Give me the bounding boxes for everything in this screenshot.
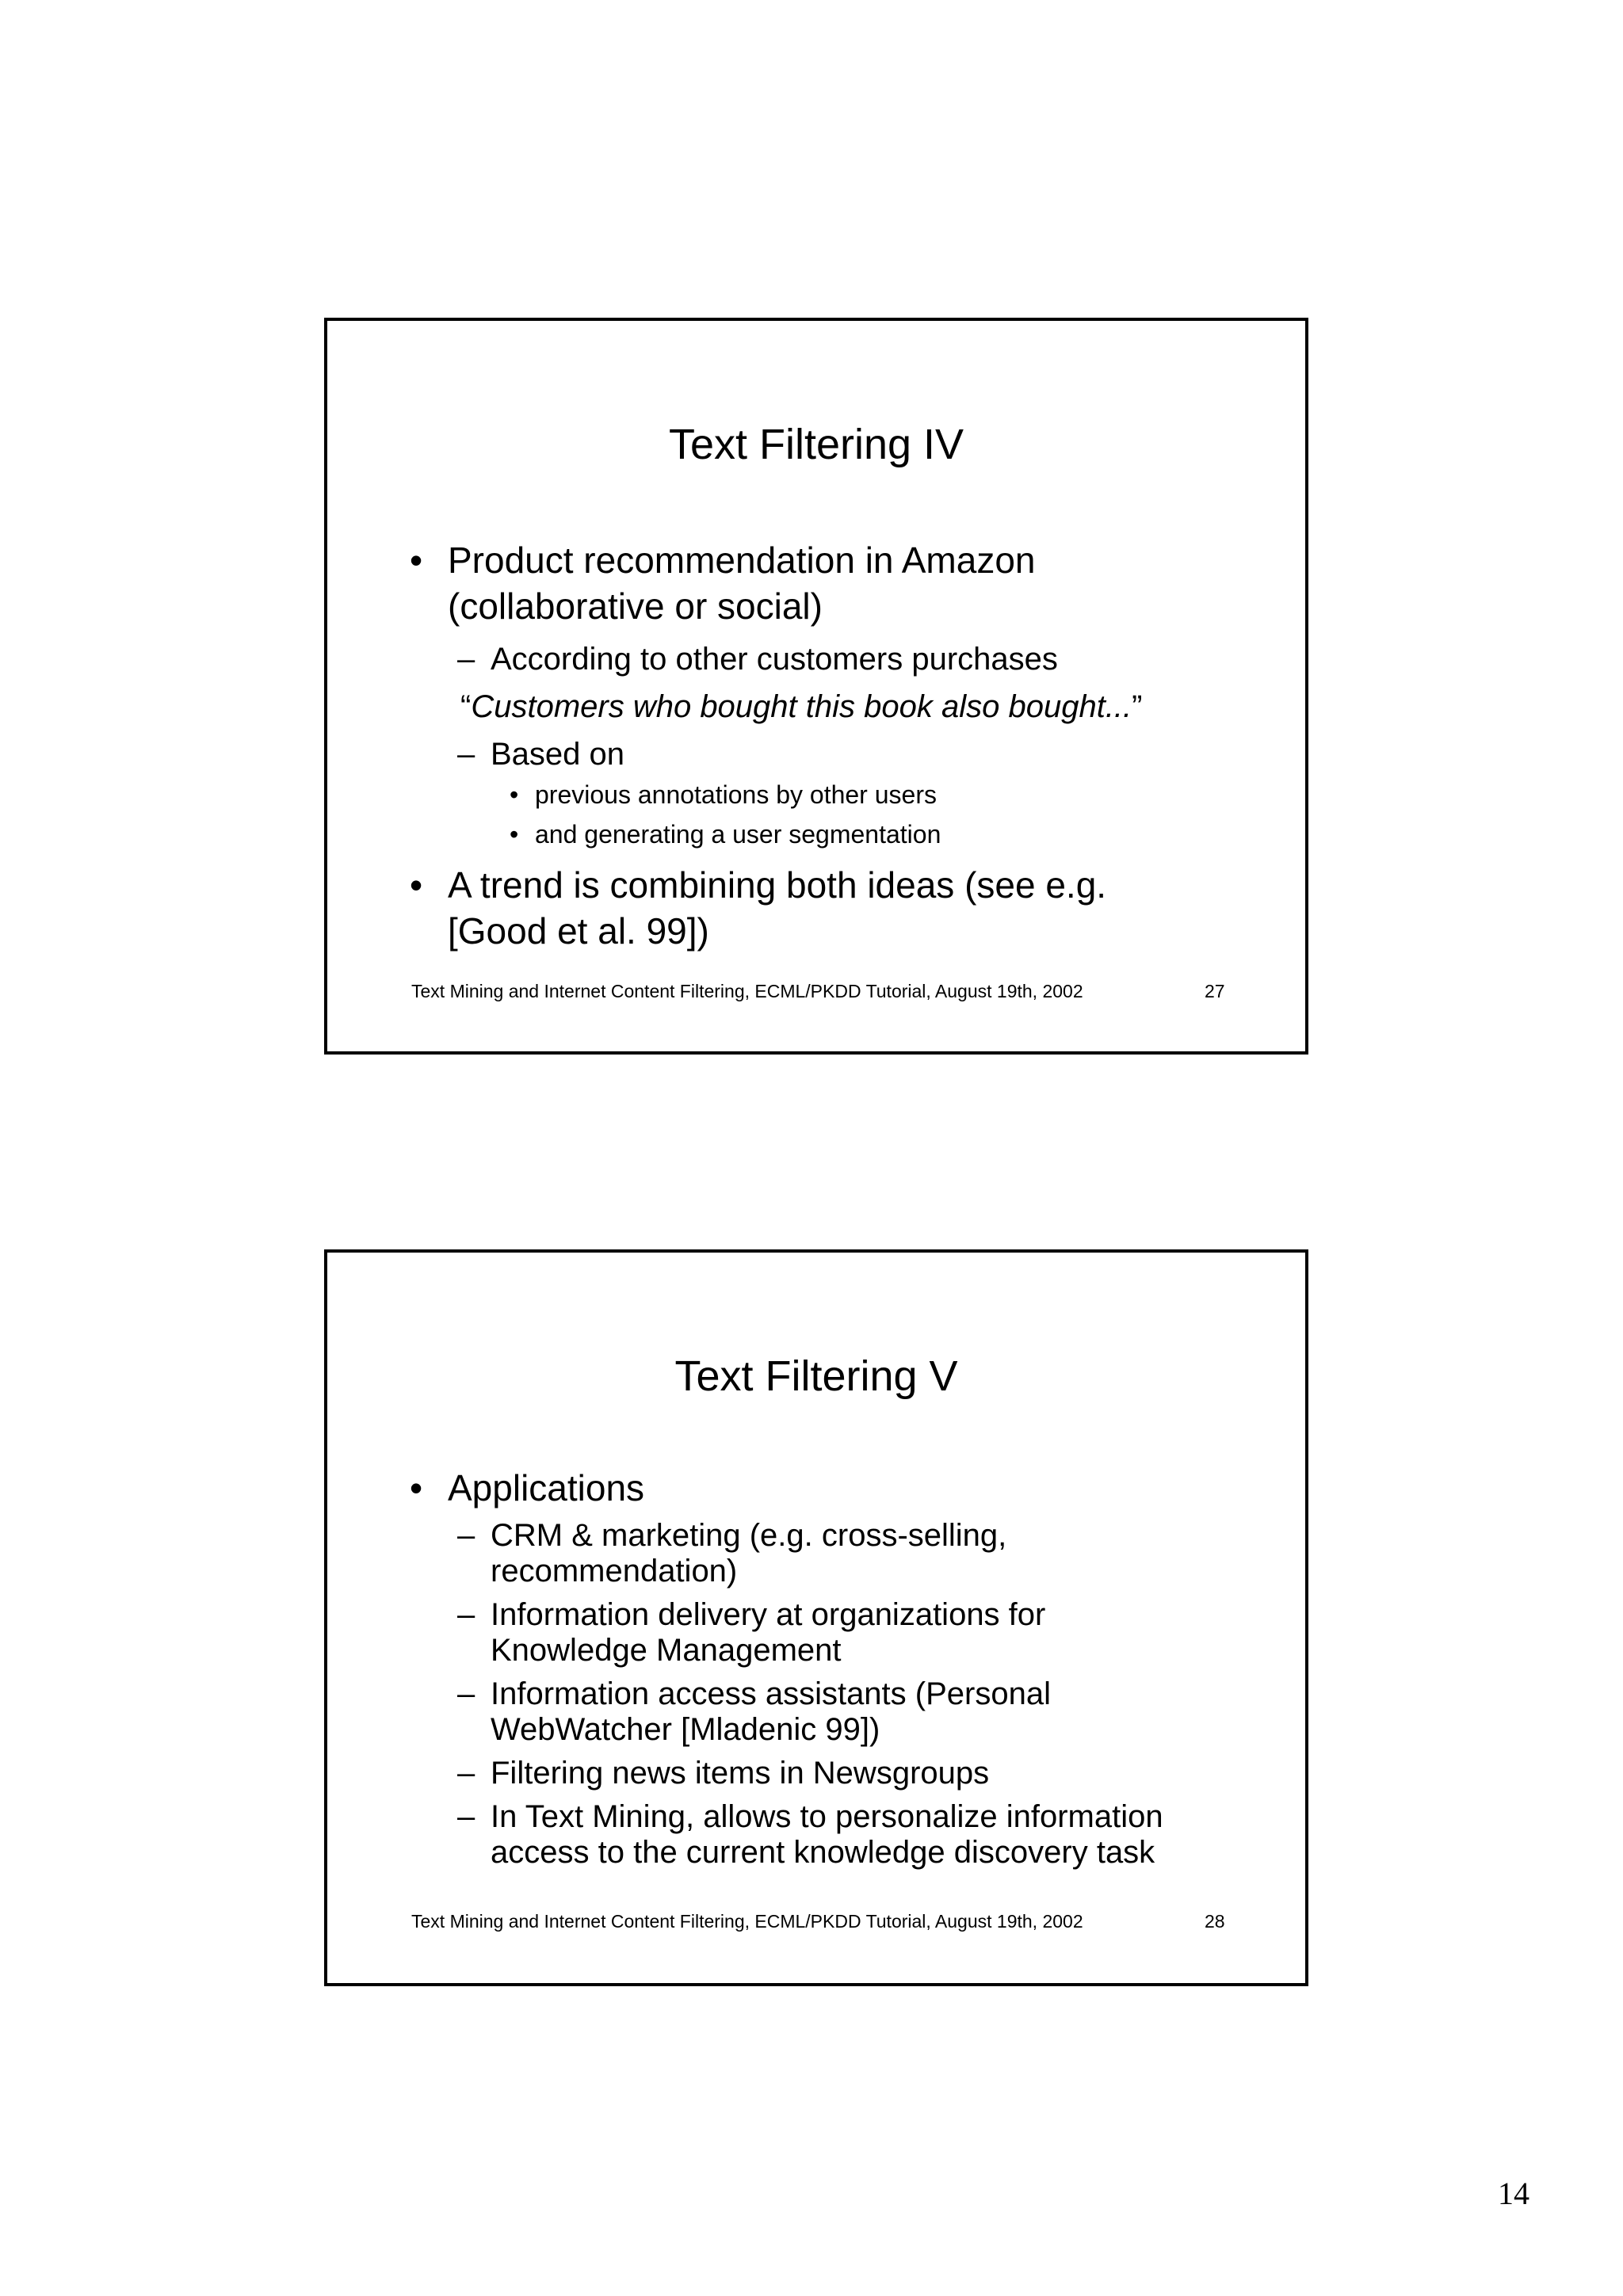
bullet-continuation — [448, 908, 709, 954]
bullet-text: Product recommendation in Amazon — [448, 540, 1036, 581]
bullet-marker: • — [410, 540, 423, 581]
sub-item-continuation — [491, 1554, 737, 1589]
slide-title: Text Filtering IV — [668, 421, 964, 468]
slide-title: Text Filtering V — [674, 1352, 958, 1400]
slide-number: 28 — [1205, 1911, 1225, 1932]
sub-item — [457, 1799, 1163, 1835]
bullet-marker: • — [510, 820, 519, 849]
sub-item-text: Knowledge Management — [491, 1633, 842, 1668]
dash-marker: – — [457, 1597, 475, 1632]
slide-footer: Text Mining and Internet Content Filtering, ECML/PKDD Tutorial, August 19th, 2002 — [411, 981, 1083, 1001]
sub-item-text: CRM & marketing (e.g. cross-selling, — [491, 1518, 1007, 1553]
dash-marker: – — [457, 1676, 475, 1711]
slide-27 — [324, 318, 1308, 1055]
sub-item — [457, 1518, 1007, 1554]
bullet-text: (collaborative or social) — [448, 585, 823, 627]
sub-item — [457, 737, 625, 772]
bullet-marker: • — [410, 1467, 423, 1508]
bullet-text: [Good et al. 99]) — [448, 910, 709, 952]
sub-item-text: Based on — [491, 737, 625, 772]
dash-marker: – — [457, 737, 475, 772]
slide-number: 27 — [1205, 981, 1225, 1001]
sub-item-text: Filtering news items in Newsgroups — [491, 1756, 990, 1791]
sub-sub-item-text: previous annotations by other users — [535, 780, 937, 809]
sub-item-text: Information access assistants (Personal — [491, 1676, 1051, 1711]
sub-item — [457, 642, 1058, 677]
sub-item-continuation — [491, 1633, 842, 1669]
sub-item-text: Information delivery at organizations for — [491, 1597, 1046, 1632]
sub-sub-item — [510, 818, 941, 850]
sub-item-continuation — [491, 1712, 880, 1748]
sub-sub-item — [510, 779, 937, 810]
dash-marker: – — [457, 1756, 475, 1791]
sub-item — [457, 1597, 1046, 1633]
page-number: 14 — [1498, 2176, 1529, 2211]
quote-text: Customers who bought this book also bought... — [471, 689, 1132, 724]
bullet-marker: • — [410, 864, 423, 906]
bullet-text: A trend is combining both ideas (see e.g. — [448, 864, 1107, 906]
slide-footer: Text Mining and Internet Content Filtering, ECML/PKDD Tutorial, August 19th, 2002 — [411, 1911, 1083, 1932]
sub-item-text: recommendation) — [491, 1554, 738, 1589]
close-quote: ” — [1132, 689, 1143, 724]
bullet-marker: • — [510, 780, 519, 809]
sub-item-text: WebWatcher [Mladenic 99]) — [491, 1712, 880, 1747]
quote-line — [460, 689, 1142, 725]
dash-marker: – — [457, 1799, 475, 1834]
sub-sub-item-text: and generating a user segmentation — [535, 820, 941, 849]
sub-item-text: access to the current knowledge discovery task — [491, 1835, 1155, 1870]
sub-item — [457, 1676, 1051, 1712]
sub-item-text: In Text Mining, allows to personalize information — [491, 1799, 1163, 1834]
bullet-continuation — [448, 583, 823, 629]
bullet-item — [410, 862, 1107, 908]
sub-item-text: According to other customers purchases — [491, 642, 1058, 677]
sub-item-continuation — [491, 1835, 1155, 1871]
bullet-text: Applications — [448, 1467, 645, 1508]
sub-item — [457, 1756, 990, 1791]
bullet-item — [410, 537, 1036, 583]
dash-marker: – — [457, 642, 475, 677]
slide-28 — [324, 1249, 1308, 1986]
dash-marker: – — [457, 1518, 475, 1553]
bullet-item — [410, 1465, 645, 1511]
open-quote: “ — [460, 689, 472, 724]
